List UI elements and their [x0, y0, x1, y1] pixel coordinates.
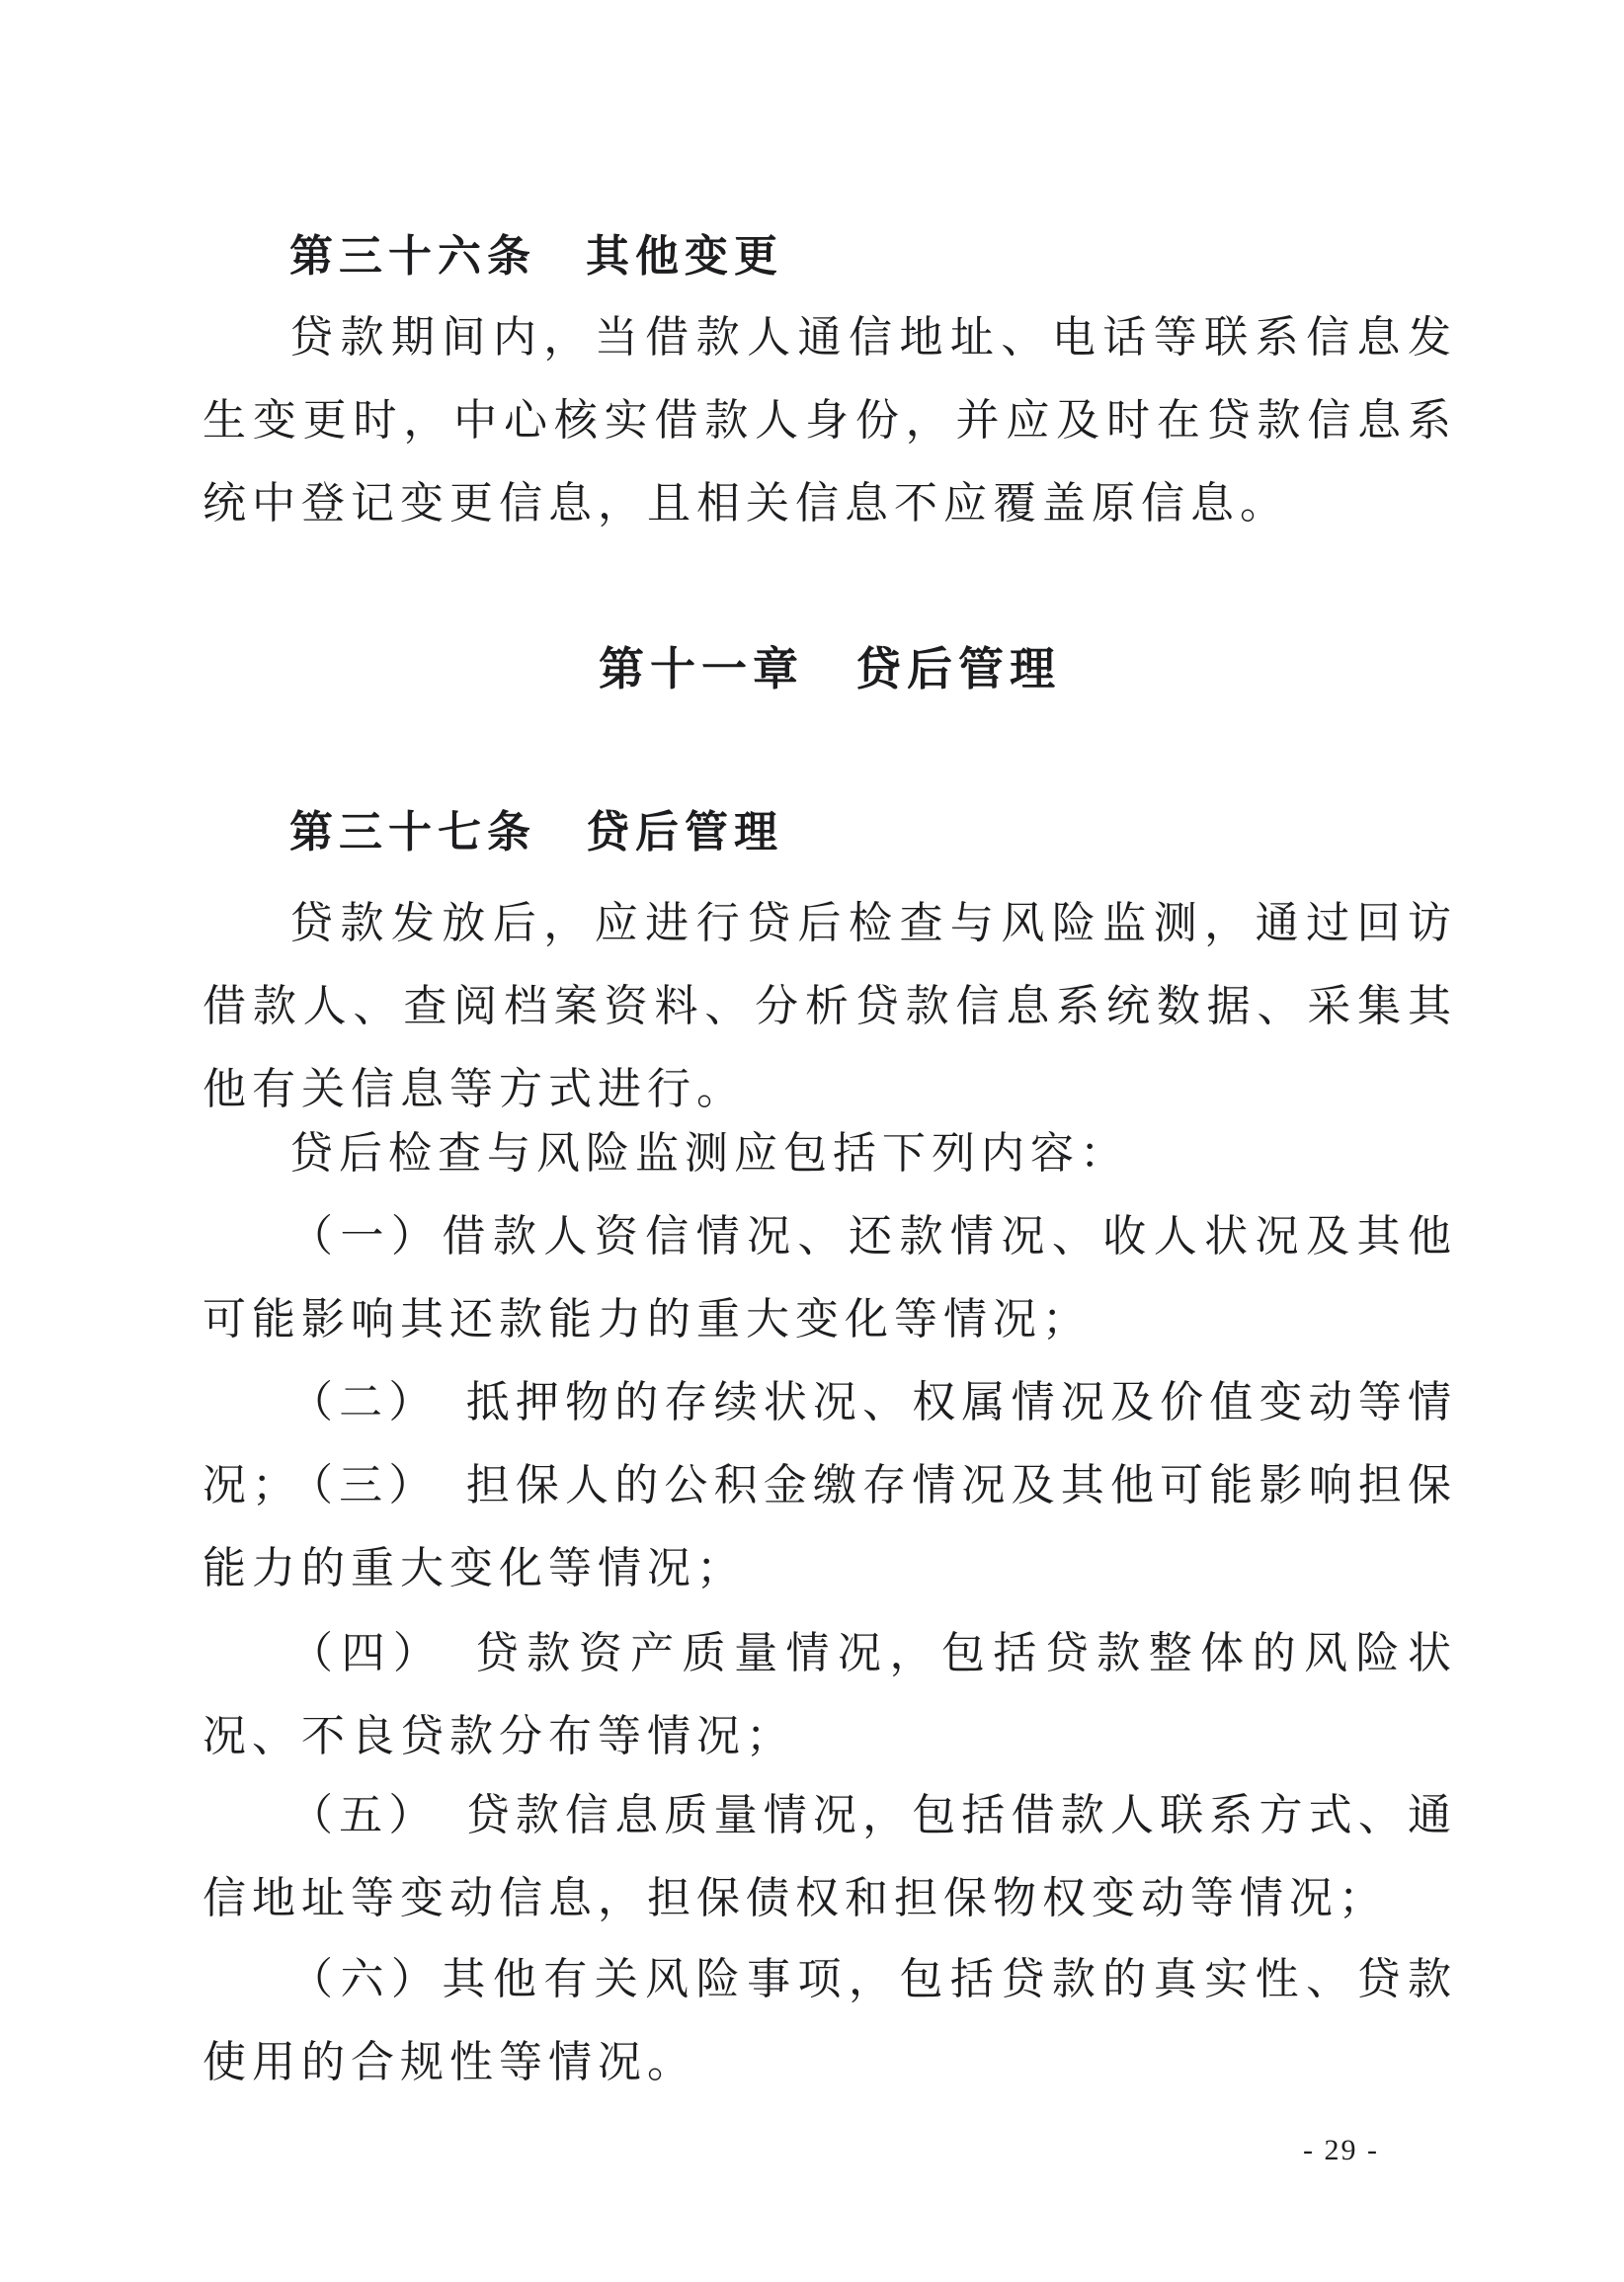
article-37-list-intro: 贷后检查与风险监测应包括下列内容：: [289, 1129, 1129, 1178]
article-37-intro-paragraph: 贷款发放后，应进行贷后检查与风险监测，通过回访借款人、查阅档案资料、分析贷款信息系统数据、采集其他有关信息等方式进行。: [203, 899, 1457, 1113]
article-37-heading: 第三十七条 贷后管理: [289, 808, 783, 856]
article-37-item-5: （五） 贷款信息质量情况，包括借款人联系方式、通信地址等变动信息，担保债权和担保物权变动等情况；: [203, 1791, 1457, 1922]
article-37-item-6: （六）其他有关风险事项，包括贷款的真实性、贷款使用的合规性等情况。: [203, 1955, 1457, 2086]
page-number: - 29 -: [1303, 2134, 1379, 2166]
article-37-item-3: （三） 担保人的公积金缴存情况及其他可能影响担保能力的重大变化等情况；: [203, 1461, 1457, 1592]
article-37-item-2: （二） 抵押物的存续状况、权属情况及价值变动等情况；: [203, 1378, 1457, 1509]
article-37-item-4: （四） 贷款资产质量情况，包括贷款整体的风险状况、不良贷款分布等情况；: [203, 1629, 1457, 1760]
chapter-11-heading: 第十一章 贷后管理: [599, 644, 1061, 694]
article-36-heading: 第三十六条 其他变更: [289, 232, 783, 281]
article-36-paragraph: 贷款期间内，当借款人通信地址、电话等联系信息发生变更时，中心核实借款人身份，并应及时在贷款信息系统中登记变更信息，且相关信息不应覆盖原信息。: [203, 313, 1457, 528]
article-37-item-1: （一）借款人资信情况、还款情况、收人状况及其他可能影响其还款能力的重大变化等情况；: [203, 1212, 1457, 1344]
